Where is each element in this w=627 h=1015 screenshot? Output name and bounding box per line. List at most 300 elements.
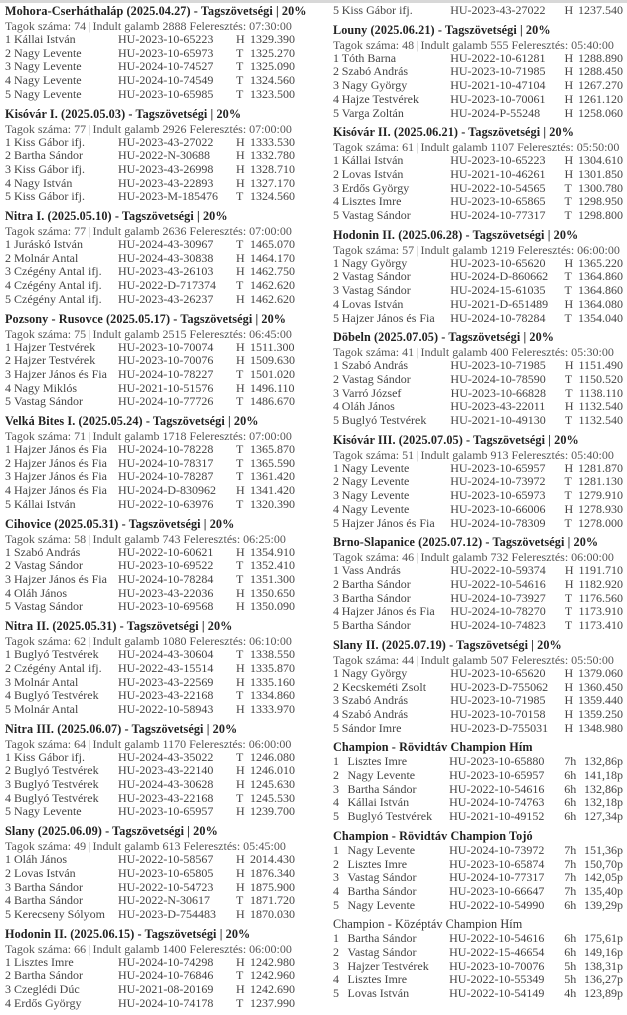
ring-number: HU-2023-10-65973 xyxy=(118,45,214,60)
race-title: Mohora-Cserháthaláp (2025.04.27) - Tagszövetségi | 20% xyxy=(5,4,307,18)
ring-number: HU-2022-10-58567 xyxy=(118,852,214,867)
ring-number: HU-2021-10-46261 xyxy=(450,166,546,181)
result-rank: 1 xyxy=(5,749,11,764)
speed-score: 1354.910 xyxy=(250,544,295,559)
speed-score: 1242.960 xyxy=(250,968,295,983)
champion-points: 135,40p xyxy=(584,883,623,898)
result-rank: 5 xyxy=(5,189,11,204)
result-rank: 1 xyxy=(5,442,11,457)
result-row xyxy=(333,681,623,695)
race-section xyxy=(5,312,310,410)
race-meta xyxy=(333,38,623,52)
ring-number: HU-2023-10-66006 xyxy=(450,501,546,516)
meta-separator: | xyxy=(88,531,91,546)
result-rank: 5 xyxy=(5,291,11,306)
fancier-name: Lisztes Imre xyxy=(14,954,74,969)
result-rank: 5 xyxy=(333,3,339,17)
fancier-name: Erdős György xyxy=(341,180,410,195)
speed-score: 1327.170 xyxy=(250,175,295,190)
members-count: Tagok száma: 58 xyxy=(5,531,87,546)
race-title: Brno-Slapanice (2025.07.12) - Tagszövetségi | 20% xyxy=(333,535,599,550)
speed-score: 1359.250 xyxy=(578,706,623,721)
champion-row xyxy=(333,946,623,960)
race-meta xyxy=(333,550,623,564)
champion-rank: 3 xyxy=(333,781,339,796)
result-rank: 2 xyxy=(333,64,339,79)
champion-section xyxy=(333,917,623,1001)
fancier-name: Nagy György xyxy=(341,665,408,680)
result-row xyxy=(5,751,310,765)
race-title: Döbeln (2025.07.05) - Tagszövetségi | 20% xyxy=(333,330,555,345)
ring-number: HU-2024-D-860662 xyxy=(450,269,549,284)
race-meta xyxy=(5,737,310,751)
result-rank: 3 xyxy=(333,488,339,503)
fancier-name: Buglyó Testvérek xyxy=(347,809,433,824)
pigeon-sex: H xyxy=(236,865,245,880)
ring-number: HU-2022-10-54565 xyxy=(450,180,546,195)
ring-number: HU-2024-10-77726 xyxy=(118,394,214,409)
result-rank: 5 xyxy=(333,618,339,633)
ring-number: HU-2023-43-27022 xyxy=(118,134,214,149)
result-rank: 5 xyxy=(333,105,339,120)
result-row xyxy=(333,414,623,428)
speed-score: 1465.070 xyxy=(250,237,295,252)
pigeon-sex: T xyxy=(236,59,244,74)
fancier-name: Bartha Sándor xyxy=(341,576,411,591)
fancier-name: Nagy Levente xyxy=(341,488,410,503)
meta-separator: | xyxy=(416,447,419,462)
result-row xyxy=(5,382,310,396)
ring-number: HU-2023-43-27022 xyxy=(450,3,546,17)
result-row xyxy=(5,546,310,560)
result-rank: 2 xyxy=(5,250,11,265)
result-row xyxy=(5,293,310,307)
ring-number: HU-2023-10-70076 xyxy=(449,958,545,973)
ring-number: HU-2022-10-54149 xyxy=(449,986,545,1001)
fancier-name: Kerecseny Sólyom xyxy=(14,906,105,921)
members-count: Tagok száma: 75 xyxy=(5,326,87,341)
ring-number: HU-2022-10-59374 xyxy=(450,563,546,578)
pigeon-sex: T xyxy=(564,474,572,489)
result-rank: 1 xyxy=(333,563,339,578)
pigeon-sex: H xyxy=(236,134,245,149)
result-row xyxy=(5,969,310,983)
pigeon-sex: T xyxy=(564,208,572,223)
speed-score: 1335.160 xyxy=(250,674,295,689)
race-meta xyxy=(5,122,310,136)
pigeon-sex: T xyxy=(564,310,572,325)
result-rank: 1 xyxy=(5,544,11,559)
ring-number: HU-2022-10-54990 xyxy=(449,897,545,912)
members-count: Tagok száma: 66 xyxy=(5,941,87,956)
result-row xyxy=(333,65,623,79)
ring-number: HU-2022-N-30688 xyxy=(118,148,210,163)
result-row xyxy=(5,689,310,703)
result-rank: 3 xyxy=(5,366,11,381)
result-row xyxy=(5,33,310,47)
speed-score: 1333.970 xyxy=(250,701,295,716)
result-rank: 5 xyxy=(5,599,11,614)
fancier-name: Tóth Barna xyxy=(341,50,397,65)
fancier-name: Bartha Sándor xyxy=(347,883,417,898)
result-rank: 4 xyxy=(5,790,11,805)
prize-count: 4h xyxy=(564,986,577,1001)
speed-score: 1511.300 xyxy=(250,339,295,354)
pigeon-sex: T xyxy=(236,73,244,88)
release-info: Indult galamb 732 Feleresztés: 06:00:00 xyxy=(420,550,614,565)
result-row xyxy=(5,997,310,1011)
result-rank: 4 xyxy=(5,585,11,600)
result-rank: 5 xyxy=(5,86,11,101)
result-rank: 4 xyxy=(333,604,339,619)
ring-number: HU-2023-D-754483 xyxy=(118,906,216,921)
ring-number: HU-2024-43-30628 xyxy=(118,777,214,792)
speed-score: 1278.930 xyxy=(578,501,623,516)
race-meta xyxy=(333,345,623,359)
speed-score: 1281.870 xyxy=(578,460,623,475)
speed-score: 1237.540 xyxy=(578,3,623,17)
fancier-name: Nagy Levente xyxy=(347,897,416,912)
race-title: Hodonin II. (2025.06.15) - Tagszövetségi | 20% xyxy=(5,926,251,941)
result-rank: 2 xyxy=(5,45,11,60)
result-rank: 3 xyxy=(333,283,339,298)
result-row xyxy=(5,662,310,676)
fancier-name: Bartha Sándor xyxy=(14,148,83,163)
meta-separator: | xyxy=(88,19,91,33)
speed-score: 1245.630 xyxy=(250,777,295,792)
result-row xyxy=(5,853,310,867)
pigeon-sex: H xyxy=(236,250,245,265)
result-row xyxy=(333,619,623,633)
pigeon-sex: H xyxy=(236,483,245,498)
speed-score: 1173.910 xyxy=(578,604,623,619)
ring-number: HU-2023-43-26237 xyxy=(118,291,214,306)
ring-number: HU-2023-43-26998 xyxy=(118,161,214,176)
result-row xyxy=(333,475,623,489)
race-section xyxy=(5,927,310,1011)
result-rank: 5 xyxy=(5,701,11,716)
fancier-name: Hajzer Testvérek xyxy=(14,339,96,354)
ring-number: HU-2022-10-54616 xyxy=(449,781,545,796)
fancier-name: Lovas István xyxy=(341,296,404,311)
ring-number: HU-2023-43-22168 xyxy=(118,688,214,703)
result-row xyxy=(333,517,623,531)
fancier-name: Vastag Sándor xyxy=(347,945,417,960)
result-row xyxy=(5,74,310,88)
pigeon-sex: T xyxy=(236,469,244,484)
release-info: Indult galamb 400 Feleresztés: 05:30:00 xyxy=(420,345,614,360)
fancier-name: Szabó András xyxy=(341,64,409,79)
pigeon-sex: H xyxy=(564,563,574,578)
fancier-name: Molnár Antal xyxy=(14,701,79,716)
ring-number: HU-2024-D-830962 xyxy=(118,483,216,498)
result-row xyxy=(5,867,310,881)
speed-score: 1288.890 xyxy=(578,50,623,65)
result-rank: 1 xyxy=(333,153,339,168)
speed-score: 1242.690 xyxy=(250,982,295,997)
speed-score: 1242.980 xyxy=(250,954,295,969)
champion-row xyxy=(333,973,623,987)
champion-points: 151,36p xyxy=(584,842,623,857)
speed-score: 1300.780 xyxy=(578,180,623,195)
pigeon-sex: T xyxy=(564,590,573,605)
fancier-name: Vastag Sándor xyxy=(341,371,411,386)
pigeon-sex: T xyxy=(236,455,244,470)
fancier-name: Oláh János xyxy=(14,852,67,867)
pigeon-sex: H xyxy=(236,32,245,46)
speed-score: 1325.090 xyxy=(250,59,295,74)
fancier-name: Lovas István xyxy=(347,986,410,1001)
race-title: Nitra II. (2025.05.31) - Tagszövetségi | 20% xyxy=(5,619,233,634)
fancier-name: Lisztes Imre xyxy=(341,194,402,209)
pigeon-sex: H xyxy=(564,296,574,311)
result-rank: 3 xyxy=(5,879,11,894)
pigeon-sex: H xyxy=(236,660,245,675)
speed-score: 1462.750 xyxy=(250,264,295,279)
fancier-name: Nagy Levente xyxy=(341,501,410,516)
speed-score: 1182.920 xyxy=(578,576,623,591)
fancier-name: Szabó András xyxy=(341,358,409,373)
ring-number: HU-2023-43-22036 xyxy=(118,585,214,600)
race-section xyxy=(333,433,623,531)
pigeon-sex: T xyxy=(564,488,572,503)
pigeon-sex: T xyxy=(564,180,572,195)
prize-count: 7h xyxy=(564,870,577,885)
fancier-name: Hajzer János és Fia xyxy=(14,469,107,484)
ring-number: HU-2023-10-65805 xyxy=(118,865,214,880)
ring-number: HU-2022-10-55349 xyxy=(449,972,545,987)
pigeon-sex: T xyxy=(564,618,573,633)
speed-score: 1132.540 xyxy=(578,413,623,428)
fancier-name: Nagy Levente xyxy=(347,842,416,857)
pigeon-sex: H xyxy=(564,3,574,17)
result-row xyxy=(333,489,623,503)
result-rank: 4 xyxy=(333,399,339,414)
result-row xyxy=(5,498,310,512)
result-rank: 3 xyxy=(333,180,339,195)
fancier-name: Bartha Sándor xyxy=(14,893,83,908)
result-rank: 4 xyxy=(333,706,339,721)
race-meta xyxy=(333,653,623,667)
race-title: Louny (2025.06.21) - Tagszövetségi | 20% xyxy=(333,22,551,37)
fancier-name: Lisztes Imre xyxy=(347,972,408,987)
speed-score: 1464.170 xyxy=(250,250,295,265)
ring-number: HU-2022-N-30617 xyxy=(118,893,210,908)
ring-number: HU-2021-D-651489 xyxy=(450,296,549,311)
pigeon-sex: H xyxy=(236,982,245,997)
pigeon-sex: T xyxy=(236,790,244,805)
ring-number: HU-2023-10-71985 xyxy=(450,693,546,708)
result-row xyxy=(5,484,310,498)
pigeon-sex: T xyxy=(236,496,244,511)
pigeon-sex: T xyxy=(236,366,244,381)
result-row xyxy=(333,564,623,578)
result-rank: 3 xyxy=(5,264,11,279)
fancier-name: Buglyó Testvérek xyxy=(14,790,99,805)
race-title: Cihovice (2025.05.31) - Tagszövetségi | 20% xyxy=(5,516,235,531)
result-row xyxy=(5,252,310,266)
ring-number: HU-2024-10-77317 xyxy=(449,870,545,885)
speed-score: 1261.120 xyxy=(578,91,623,106)
prize-count: 6h xyxy=(564,768,577,783)
fancier-name: Vastag Sándor xyxy=(14,599,83,614)
ring-number: HU-2024-10-78317 xyxy=(118,455,214,470)
fancier-name: Hajzer János és Fia xyxy=(14,571,107,586)
result-row xyxy=(5,60,310,74)
prize-count: 6h xyxy=(564,781,577,796)
champion-rank: 4 xyxy=(333,795,339,810)
members-count: Tagok száma: 49 xyxy=(5,839,87,854)
speed-score: 1462.620 xyxy=(250,291,295,306)
result-row xyxy=(5,163,310,177)
speed-score: 1509.630 xyxy=(250,353,295,368)
champion-rank: 3 xyxy=(333,870,339,885)
result-rank: 4 xyxy=(5,73,11,88)
members-count: Tagok száma: 71 xyxy=(5,429,87,444)
champion-points: 175,61p xyxy=(584,931,623,946)
pigeon-sex: T xyxy=(236,86,244,101)
prize-count: 7h xyxy=(564,754,577,769)
result-rank: 1 xyxy=(5,954,11,969)
ring-number: HU-2024-43-30838 xyxy=(118,250,214,265)
fancier-name: Kiss Gábor ifj. xyxy=(14,134,85,149)
ring-number: HU-2023-10-70074 xyxy=(118,339,214,354)
result-rank: 2 xyxy=(333,371,339,386)
fancier-name: Hajzer János és Fia xyxy=(14,483,107,498)
result-rank: 2 xyxy=(333,576,339,591)
speed-score: 1301.850 xyxy=(578,166,623,181)
speed-score: 1335.870 xyxy=(250,660,295,675)
prize-count: 6h xyxy=(564,931,577,946)
pigeon-sex: H xyxy=(236,353,245,368)
pigeon-sex: T xyxy=(236,688,244,703)
result-row xyxy=(333,592,623,606)
result-row xyxy=(5,703,310,717)
result-row xyxy=(5,778,310,792)
champion-row xyxy=(333,932,623,946)
speed-score: 1486.670 xyxy=(250,394,295,409)
result-row xyxy=(5,149,310,163)
result-rank: 4 xyxy=(333,501,339,516)
speed-score: 1354.040 xyxy=(578,310,623,325)
result-row xyxy=(5,764,310,778)
race-section xyxy=(333,638,623,736)
race-section xyxy=(5,517,310,615)
champion-points: 141,18p xyxy=(584,768,623,783)
ring-number: HU-2023-10-69568 xyxy=(118,599,214,614)
prize-count: 7h xyxy=(564,842,577,857)
speed-score: 1361.420 xyxy=(250,469,295,484)
speed-score: 1352.410 xyxy=(250,558,295,573)
release-info: Indult galamb 555 Feleresztés: 05:40:00 xyxy=(420,37,614,52)
fancier-name: Hajzer Testvérek xyxy=(14,353,96,368)
pigeon-sex: T xyxy=(564,413,573,428)
champion-row xyxy=(333,810,623,824)
ring-number: HU-2023-10-65223 xyxy=(450,153,546,168)
result-rank: 4 xyxy=(5,893,11,908)
fancier-name: Vastag Sándor xyxy=(341,283,411,298)
pigeon-sex: T xyxy=(564,194,572,209)
ring-number: HU-2021-10-49152 xyxy=(449,809,545,824)
meta-separator: | xyxy=(416,550,419,565)
result-rank: 5 xyxy=(5,906,11,921)
result-row xyxy=(5,238,310,252)
speed-score: 1325.270 xyxy=(250,45,295,60)
fancier-name: Hajzer János és Fia xyxy=(14,366,107,381)
race-title: Slany II. (2025.07.19) - Tagszövetségi | 20% xyxy=(333,637,562,652)
ring-number: HU-2024-10-78270 xyxy=(450,604,546,619)
champion-row xyxy=(333,844,623,858)
champion-rank: 5 xyxy=(333,897,339,912)
champion-points: 149,16p xyxy=(584,945,623,960)
race-title: Kisóvár III. (2025.07.05) - Tagszövetségi | 20% xyxy=(333,432,579,447)
ring-number: HU-2023-10-65957 xyxy=(450,460,546,475)
race-meta xyxy=(5,839,310,853)
result-rank: 3 xyxy=(333,693,339,708)
meta-separator: | xyxy=(416,345,419,360)
pigeon-sex: T xyxy=(236,45,244,60)
result-row xyxy=(5,395,310,409)
fancier-name: Varga Zoltán xyxy=(341,105,404,120)
pigeon-sex: H xyxy=(236,291,245,306)
pigeon-sex: H xyxy=(564,91,574,106)
result-row xyxy=(5,573,310,587)
fancier-name: Czégény Antal ifj. xyxy=(14,660,102,675)
ring-number: HU-2023-M-185476 xyxy=(118,189,218,204)
result-row xyxy=(5,279,310,293)
ring-number: HU-2023-43-26103 xyxy=(118,264,214,279)
release-info: Indult galamb 507 Feleresztés: 05:50:00 xyxy=(420,652,614,667)
result-row xyxy=(333,93,623,107)
result-row xyxy=(333,284,623,298)
speed-score: 1876.340 xyxy=(250,865,295,880)
pigeon-sex: H xyxy=(564,706,574,721)
pigeon-sex: H xyxy=(236,148,245,163)
result-rank: 4 xyxy=(5,995,11,1010)
fancier-name: Kiss Gábor ifj. xyxy=(14,161,85,176)
result-row xyxy=(333,52,623,66)
speed-score: 1246.080 xyxy=(250,749,295,764)
speed-score: 1334.860 xyxy=(250,688,295,703)
pigeon-sex: H xyxy=(236,763,245,778)
ring-number: HU-2023-10-65620 xyxy=(450,255,546,270)
result-row xyxy=(5,470,310,484)
champion-points: 132,86p xyxy=(584,754,623,769)
pigeon-sex: H xyxy=(564,399,574,414)
release-info: Indult galamb 2926 Feleresztés: 07:00:00 xyxy=(92,121,292,136)
meta-separator: | xyxy=(88,634,91,649)
right-column xyxy=(333,4,623,1006)
members-count: Tagok száma: 41 xyxy=(333,345,415,360)
result-row xyxy=(5,881,310,895)
champion-points: 150,70p xyxy=(584,856,623,871)
pigeon-sex: T xyxy=(236,749,244,764)
result-rank: 4 xyxy=(333,194,339,209)
fancier-name: Kállai István xyxy=(341,153,404,168)
pigeon-sex: H xyxy=(564,105,574,120)
result-row xyxy=(5,908,310,922)
pigeon-sex: H xyxy=(236,777,245,792)
speed-score: 1150.520 xyxy=(578,371,623,386)
race-section xyxy=(333,535,623,633)
result-rank: 1 xyxy=(333,460,339,475)
result-row xyxy=(5,600,310,614)
release-info: Indult galamb 1107 Feleresztés: 05:50:00 xyxy=(420,140,620,155)
race-section xyxy=(333,330,623,428)
fancier-name: Nagy Levente xyxy=(341,460,410,475)
ring-number: HU-2021-10-51576 xyxy=(118,380,214,395)
speed-score: 1341.420 xyxy=(250,483,295,498)
